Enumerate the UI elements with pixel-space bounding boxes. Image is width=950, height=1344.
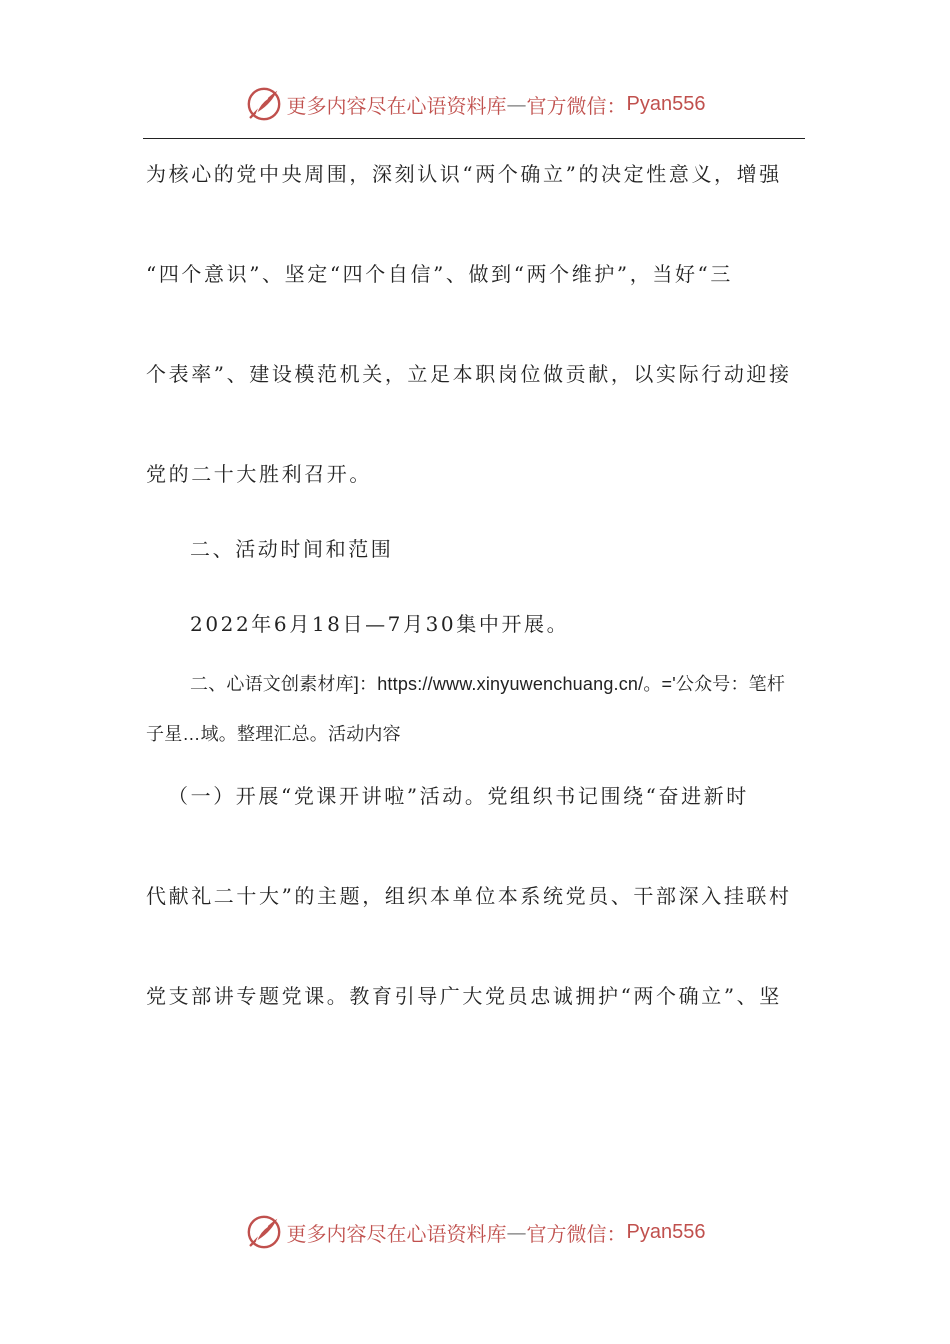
body-line: 代献礼二十大”的主题，组织本单位本系统党员、干部深入挂联村 (146, 884, 792, 908)
header-rule (143, 138, 805, 139)
banner-wechat-id: Pyan556 (626, 92, 706, 115)
watermark-line: 二、心语文创素材库]：https://www.xinyuwenchuang.cn/。='公众号：笔杆 (190, 674, 786, 694)
banner-brand-text: 更多内容尽在心语资料库 (286, 1221, 507, 1246)
body-line: 个表率”、建设模范机关，立足本职岗位做贡献，以实际行动迎接 (146, 362, 792, 386)
body-line: “四个意识”、坚定“四个自信”、做到“两个维护”，当好“三 (146, 262, 733, 286)
banner-wechat-id: Pyan556 (626, 1220, 706, 1243)
body-line: 党的二十大胜利召开。 (146, 462, 372, 486)
body-line: 党支部讲专题党课。教育引导广大党员忠诚拥护“两个确立”、坚 (146, 984, 782, 1008)
quill-logo-icon (245, 1213, 283, 1251)
banner-wechat-label: 官方微信： (526, 1221, 627, 1246)
banner-brand-text: 更多内容尽在心语资料库 (286, 93, 507, 118)
section-heading: 二、活动时间和范围 (190, 537, 394, 561)
banner-separator: — (506, 92, 527, 116)
banner-separator: — (506, 1220, 527, 1244)
banner-wechat-label: 官方微信： (526, 93, 627, 118)
quill-logo-icon (245, 85, 283, 123)
footer-banner (0, 1210, 950, 1254)
body-line: 为核心的党中央周围，深刻认识“两个确立”的决定性意义，增强 (146, 162, 782, 186)
watermark-line: 子星…域。整理汇总。活动内容 (146, 724, 401, 744)
header-banner (0, 82, 950, 126)
body-line: （一）开展“党课开讲啦”活动。党组织书记围绕“奋进新时 (168, 784, 749, 808)
body-line: 2022年6月18日—7月30集中开展。 (190, 612, 570, 636)
